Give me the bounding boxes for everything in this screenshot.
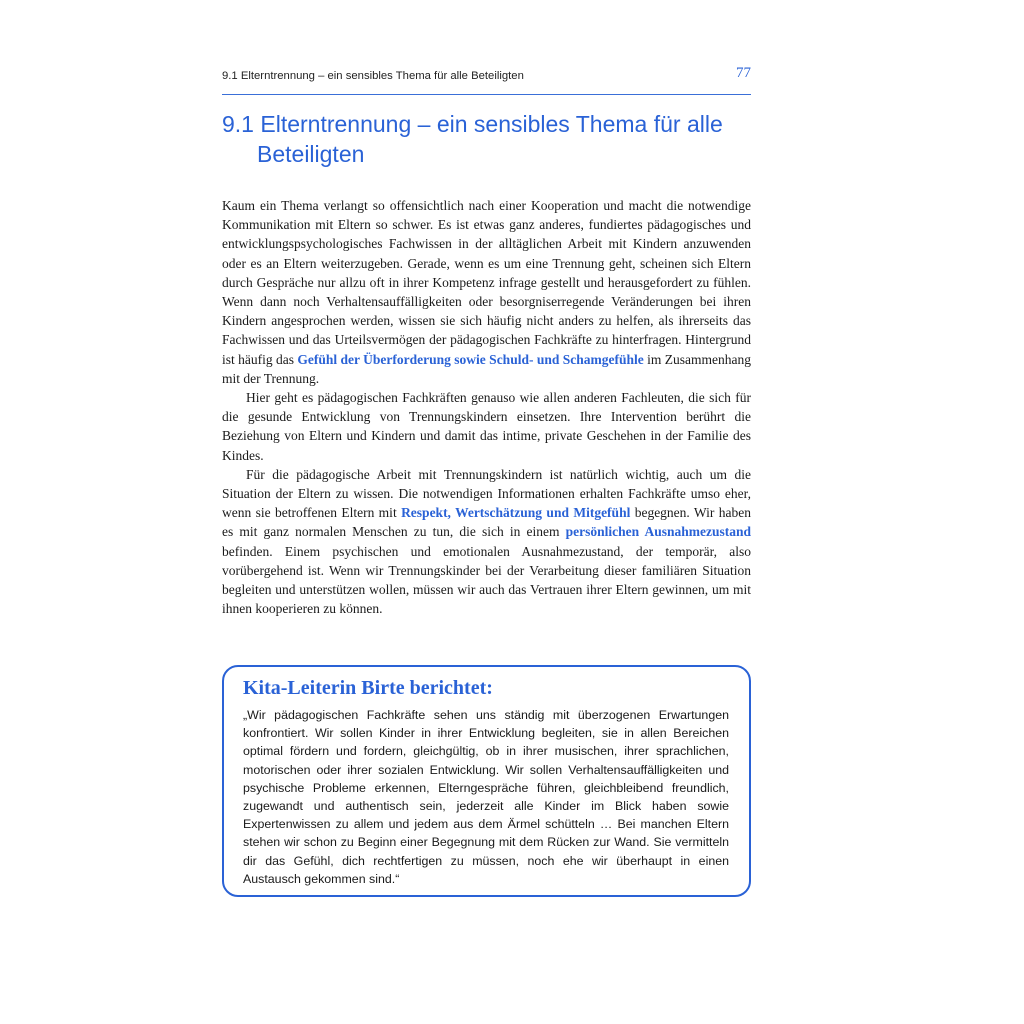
section-title: 9.1 Elterntrennung – ein sensibles Thema für alle Beteiligten: [222, 111, 723, 167]
paragraph-3-text-b: begegnen. Wir haben es mit ganz normalen Menschen zu tun, die sich in einem: [222, 505, 751, 540]
paragraph-1: [222, 196, 751, 388]
highlight-personal-state-of-emergency: persönlichen Ausnahmezustand: [565, 524, 751, 540]
running-title: 9.1 Elterntrennung – ein sensibles Thema für alle Beteiligten: [222, 70, 524, 82]
highlight-overwhelm-guilt-shame: Gefühl der Überforderung sowie Schuld- und Schamgefühle: [297, 351, 644, 367]
paragraph-2: Hier geht es pädagogischen Fachkräften genauso wie allen anderen Fachleuten, die sich für die gesunde Entwicklung von Trennungskindern einsetzen. Ihre Intervention berührt die Beziehung von Eltern und Kindern und damit das intime, private Geschehen in der Familie des Kindes.: [222, 390, 751, 463]
paragraph-1-text-b: im Zusammenhang mit der Trennung.: [222, 351, 751, 386]
page-number: 77: [736, 65, 751, 81]
quote-box-text: „Wir pädagogischen Fachkräfte sehen uns ständig mit überzogenen Erwartungen konfrontiert. Wir sollen Kinder in ihrer Entwicklung begleiten, sie in allen Bereichen optimal fördern und fordern, gleichgültig, ob in ihrer musischen, ihrer sprachlichen, motorischen oder ihrer sozialen Entwicklung. Wir sollen Verhaltensauffälligkeiten und psychische Probleme erkennen, Elterngespräche führen, gleichbleibend freundlich, zugewandt und authentisch sein, jederzeit alle Kinder im Blick haben sowie Expertenwissen zu allem und jedem aus dem Ärmel schütteln … Bei manchen Eltern stehen wir schon zu Beginn einer Begegnung mit dem Rücken zur Wand. Sie vermitteln dir das Gefühl, dich rechtfertigen zu müssen, noch ehe wir überhaupt in einen Austausch gekommen sind.“: [243, 708, 729, 886]
paragraph-3-text-c: befinden. Einem psychischen und emotionalen Ausnahmezustand, der temporär, also vorübergehend ist. Wenn wir Trennungskinder bei der Verarbeitung dieser familiären Situation begleiten und unterstützen wollen, müssen wir auch das Vertrauen ihrer Eltern gewinnen, um mit ihnen kooperieren zu können.: [222, 543, 751, 617]
header-divider: [222, 94, 751, 95]
quote-box: [222, 665, 751, 897]
book-page: [222, 0, 751, 1024]
paragraph-3-text-a: Für die pädagogische Arbeit mit Trennungskindern ist natürlich wichtig, auch um die Situation der Eltern zu wissen. Die notwendigen Informationen erhalten Fachkräfte umso eher, wenn sie betroffenen Eltern mit: [222, 466, 751, 521]
paragraph-1-text-a: Kaum ein Thema verlangt so offensichtlich nach einer Kooperation und macht die notwendige Kommunikation mit Eltern so schwer. Es ist etwas ganz anderes, fundiertes pädagogisches und entwicklungspsychologisches Fachwissen in der alltäglichen Arbeit mit Kindern anzuwenden oder es an Eltern weiterzugeben. Gerade, wenn es um eine Trennung geht, scheinen sich Eltern durch Gespräche nur allzu oft in ihrer Kompetenz infrage gestellt und herausgefordert zu fühlen. Wenn dann noch Verhaltensauffälligkeiten oder besorgniserregende Veränderungen bei ihren Kindern angesprochen werden, wissen sie sich häufig nicht anders zu helfen, als ihrerseits das Fachwissen und das Urteilsvermögen der pädagogischen Fachkräfte zu hinterfragen. Hintergrund ist häufig das: [222, 198, 751, 367]
paragraph-3: [222, 465, 751, 619]
body-text: [222, 196, 751, 618]
running-header: [222, 60, 751, 82]
quote-box-title: Kita-Leiterin Birte berichtet:: [243, 677, 493, 699]
highlight-respect-appreciation: Respekt, Wertschätzung und Mitgefühl: [401, 505, 631, 521]
